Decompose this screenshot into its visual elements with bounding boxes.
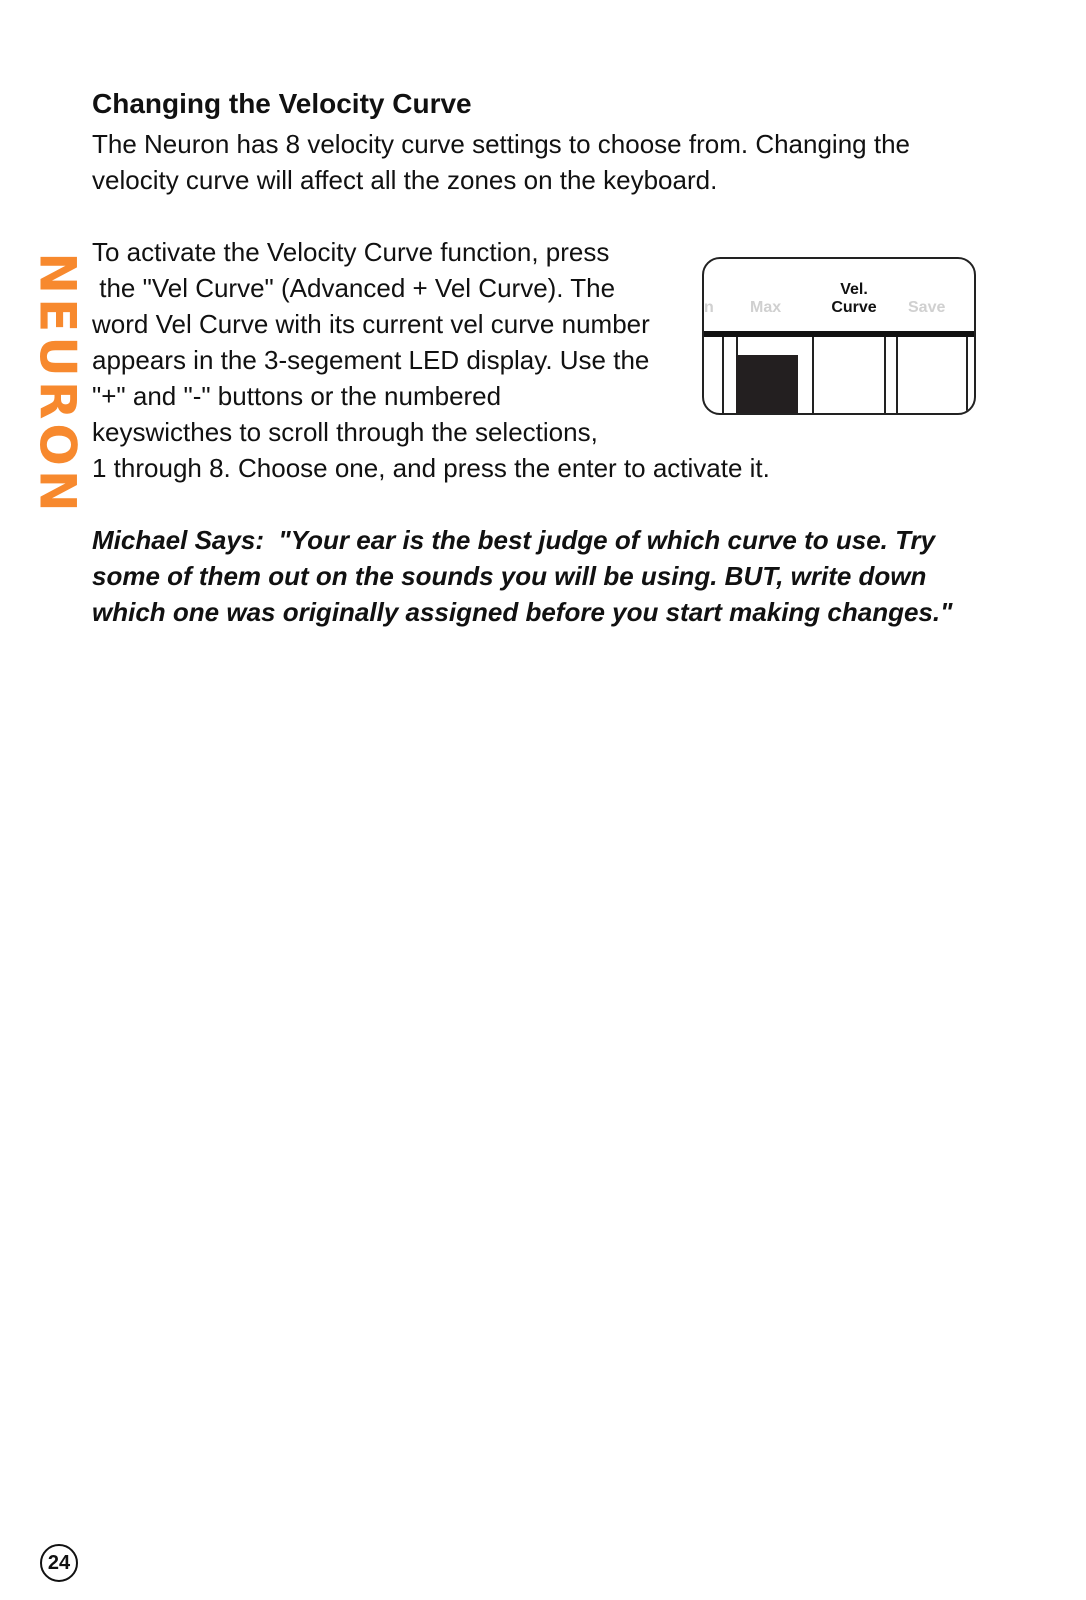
intro-paragraph [92, 126, 972, 198]
neuron-logo-text: NEURON [29, 252, 88, 516]
michael-says-quote [92, 522, 972, 630]
page-number: 24 [40, 1544, 78, 1582]
vel-curve-label [824, 281, 884, 317]
max-label: Max [750, 299, 782, 316]
text-line: "+" and "-" buttons or the numbered [92, 381, 502, 411]
neuron-side-logo [29, 236, 88, 532]
panel-divider-bar [704, 331, 974, 337]
key-edge [812, 337, 814, 415]
instruction-paragraph [92, 234, 792, 486]
vel-curve-label-line1: Vel. [840, 281, 868, 298]
text-line: appears in the 3-segement LED display. Use the [92, 345, 650, 375]
key-edge [896, 337, 898, 415]
text-line: word Vel Curve with its current vel curve number [92, 309, 650, 339]
vel-curve-panel-illustration [702, 257, 976, 415]
black-key [736, 355, 798, 415]
text-line: Michael Says: "Your ear is the best judge of which curve to use. Try [92, 525, 936, 555]
text-line: To activate the Velocity Curve function, press [92, 237, 610, 267]
text-line: 1 through 8. Choose one, and press the enter to activate it. [92, 453, 770, 483]
text-line: the "Vel Curve" (Advanced + Vel Curve). The [92, 273, 616, 303]
key-edge [884, 337, 886, 415]
text-line: keyswicthes to scroll through the selections, [92, 417, 598, 447]
save-label: Save [908, 299, 946, 316]
key-edge [966, 337, 968, 415]
min-label-partial: n [704, 299, 714, 316]
text-line: which one was originally assigned before you start making changes." [92, 597, 953, 627]
vel-curve-label-line2: Curve [831, 299, 877, 316]
text-line: some of them out on the sounds you will be using. BUT, write down [92, 561, 927, 591]
key-edge [722, 337, 724, 415]
text-line: The Neuron has 8 velocity curve settings to choose from. Changing the [92, 129, 910, 159]
section-heading: Changing the Velocity Curve [92, 88, 472, 119]
text-line: velocity curve will affect all the zones on the keyboard. [92, 165, 718, 195]
